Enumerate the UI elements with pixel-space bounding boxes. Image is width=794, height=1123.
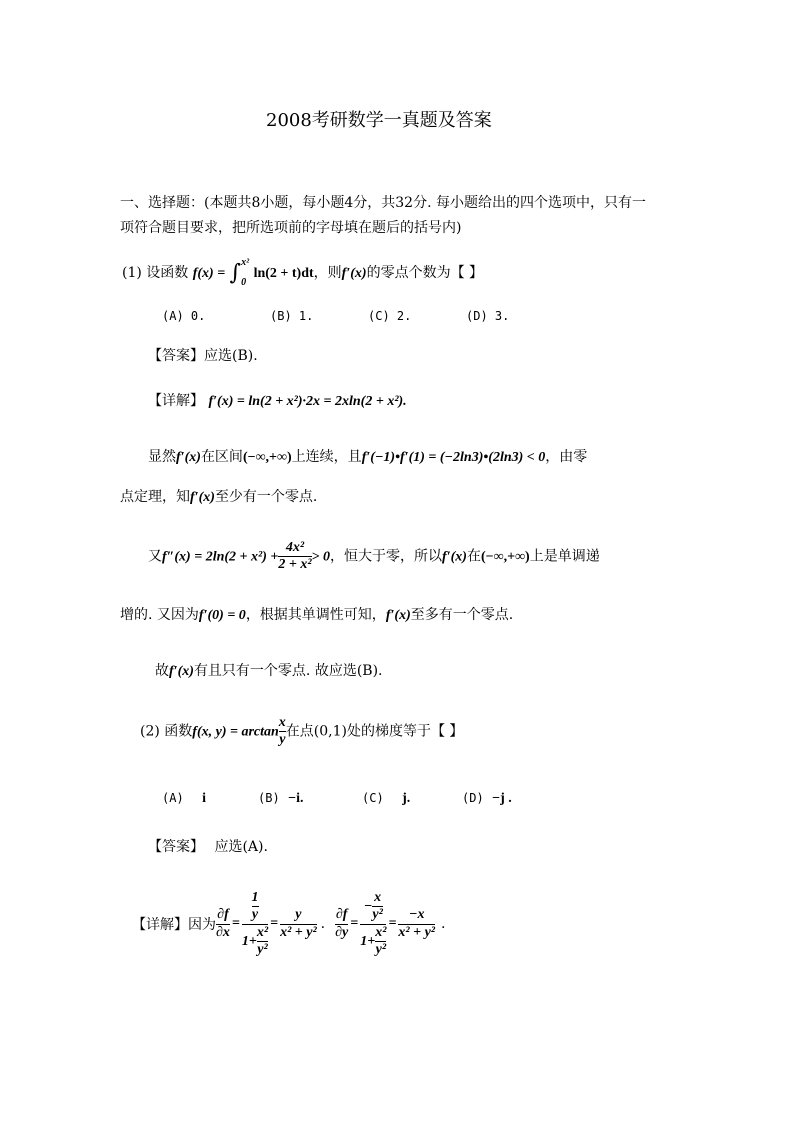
q1-prefix: (1) 设函数	[122, 265, 189, 281]
math: f′(x)	[176, 450, 201, 465]
text: 点定理，知	[120, 489, 190, 505]
text: 有且只有一个零点. 故应选(B).	[193, 663, 383, 679]
q1-detail-expr: f′(x) = ln(2 + x²)·2x = 2xln(2 + x²).	[208, 394, 407, 409]
option-label: (D)	[462, 791, 484, 805]
denominator: ∂x	[216, 924, 230, 940]
q1-para3	[155, 660, 383, 680]
text: 上是单调递	[529, 548, 600, 565]
q2-detail	[132, 876, 445, 972]
text: 至多有一个零点.	[410, 607, 514, 623]
numerator	[242, 890, 268, 923]
option-label: (B)	[258, 791, 280, 805]
partial-fy	[335, 907, 348, 940]
option-value: i	[202, 791, 207, 806]
fraction	[278, 540, 311, 573]
numerator: 1	[251, 890, 259, 906]
text: ，恒大于零，所以	[330, 548, 443, 565]
denominator: y²	[257, 941, 268, 957]
option-value: −i.	[288, 791, 304, 806]
fraction	[375, 925, 386, 958]
q1-detail-label: 【详解】	[148, 393, 204, 409]
q2-statement	[140, 715, 463, 748]
q1-answer: 【答案】应选(B).	[148, 348, 258, 364]
numerator: x	[278, 715, 286, 730]
text: 1+	[241, 933, 257, 949]
math: (−∞,+∞)	[242, 450, 292, 465]
text: 1+	[360, 933, 376, 949]
text: 在	[466, 548, 481, 565]
fraction	[257, 925, 268, 958]
numerator: x²	[375, 924, 387, 940]
q2-func: f(x, y) = arctan	[192, 724, 279, 740]
fraction	[372, 890, 382, 923]
q1-option-d: (D) 3.	[466, 309, 510, 323]
text: 显然	[148, 449, 176, 465]
q2-suffix: 在点(0,1)处的梯度等于【 】	[285, 723, 464, 740]
q2-answer	[148, 836, 268, 856]
q1-detail	[148, 390, 407, 410]
math: f′(x)	[169, 664, 194, 679]
denominator: x² + y²	[398, 924, 436, 940]
q1-statement	[122, 258, 483, 288]
denominator: y²	[372, 907, 383, 923]
math: f″(x) = 2ln(2 + x²) +	[162, 549, 279, 565]
equals: =	[388, 916, 397, 931]
integral-sign: ∫	[229, 260, 242, 286]
partial-fx	[216, 907, 230, 940]
q1-func: f(x) =	[192, 266, 226, 281]
q1-para2-line1	[148, 540, 600, 573]
text: ，由零	[545, 449, 588, 465]
option-label: (C)	[362, 791, 384, 805]
text: 应选(A).	[214, 839, 268, 855]
numerator: ∂f	[217, 907, 229, 923]
q1-mid: ，则	[313, 265, 342, 281]
math: f′(0) = 0	[198, 608, 246, 623]
denominator: y	[279, 732, 286, 748]
text: 上连续，且	[291, 449, 362, 465]
math: f′(x)	[385, 608, 411, 623]
numerator: 4x²	[285, 540, 305, 555]
q1-suffix: 的零点个数为【 】	[366, 265, 484, 281]
q2-prefix: (2) 函数	[140, 723, 193, 740]
numerator	[360, 890, 386, 923]
denominator: y²	[375, 941, 387, 957]
q1-option-c: (C) 2.	[368, 309, 412, 323]
text: 又	[148, 548, 162, 565]
denominator: y	[251, 907, 259, 923]
page-title: 2008考研数学一真题及答案	[266, 110, 492, 131]
minus: −	[363, 899, 373, 915]
q1-para2-line2	[120, 604, 513, 624]
numerator: ∂f	[335, 907, 348, 923]
end-period: .	[441, 916, 446, 932]
q1-para1-line1	[148, 446, 587, 466]
numerator: −x	[408, 907, 425, 923]
math: f′(x)	[190, 490, 215, 505]
numerator: x²	[256, 924, 269, 940]
fraction	[279, 715, 286, 748]
math: > 0	[311, 549, 331, 565]
section-heading-line2: 项符合题目要求，把所选项前的字母填在题后的括号内)	[120, 220, 462, 236]
math: (−∞,+∞)	[480, 549, 530, 565]
option-value: −j .	[492, 791, 512, 806]
q2-option-c	[362, 790, 410, 807]
math: f′(x)	[442, 549, 467, 565]
denominator	[242, 924, 268, 958]
text: 至少有一个零点.	[214, 489, 318, 505]
equals: =	[350, 916, 359, 931]
section-heading-line1: 一、选择题：(本题共8小题，每小题4分，共32分. 每小题给出的四个选项中，只有一	[120, 195, 646, 211]
q1-integrand: ln(2 + t)dt	[253, 266, 314, 281]
denominator	[360, 924, 386, 958]
q1-option-a: (A) 0.	[162, 309, 206, 323]
q1-deriv: f′(x)	[341, 266, 367, 281]
denominator: x² + y²	[280, 924, 317, 940]
denominator: 2 + x²	[278, 557, 312, 573]
text: 增的. 又因为	[120, 607, 199, 623]
text: 【答案】	[148, 839, 204, 855]
q2-option-a	[162, 790, 206, 807]
text: 故	[155, 663, 169, 679]
option-label: (A)	[162, 791, 184, 805]
separator: .	[320, 916, 326, 932]
q2-detail-label: 【详解】因为	[132, 917, 216, 933]
result-fraction-2	[398, 907, 435, 940]
equals: =	[270, 916, 279, 931]
equals: =	[231, 916, 240, 931]
compound-fraction-2	[360, 890, 386, 957]
denominator: ∂y	[335, 924, 349, 940]
integral-limits: x² 0	[241, 257, 250, 288]
result-fraction-1	[280, 907, 317, 940]
numerator: x	[374, 890, 382, 906]
numerator: y	[295, 907, 302, 923]
text: ，根据其单调性可知，	[245, 607, 386, 623]
q2-option-d	[462, 790, 512, 807]
option-value: j.	[402, 791, 411, 806]
text: 在区间	[200, 449, 243, 465]
q1-para1-line2	[120, 486, 317, 506]
fraction	[252, 890, 259, 923]
q1-option-b: (B) 1.	[270, 309, 314, 323]
math: f′(−1)•f′(1) = (−2ln3)•(2ln3) < 0	[361, 450, 546, 465]
compound-fraction-1	[242, 890, 268, 957]
q2-option-b	[258, 790, 304, 807]
